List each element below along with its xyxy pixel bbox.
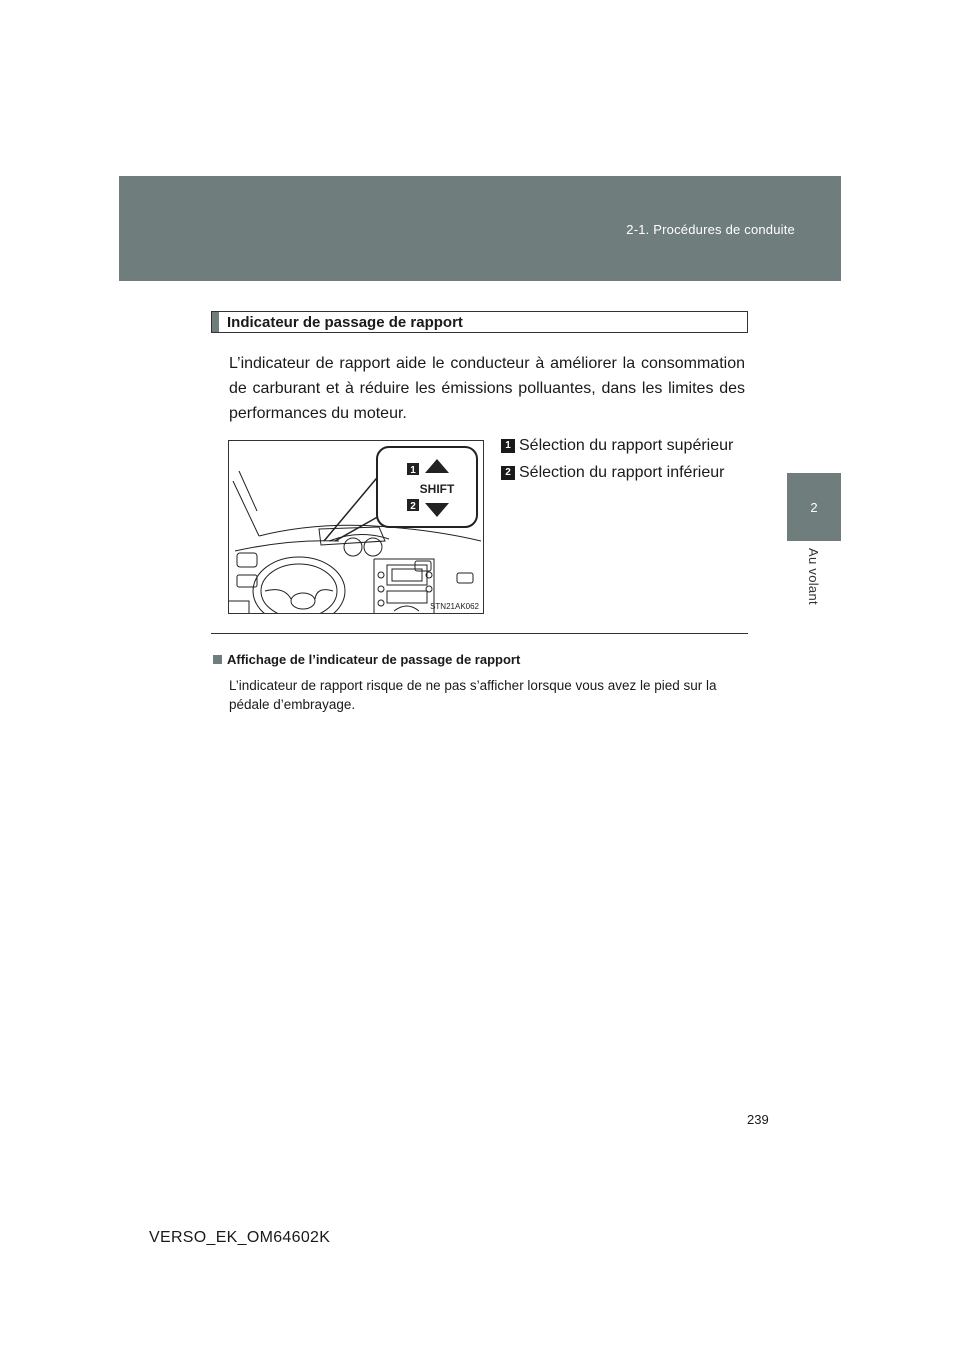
page-number: 239 xyxy=(747,1112,769,1127)
callout-upshift xyxy=(501,437,733,455)
shift-label: SHIFT xyxy=(419,482,455,496)
header-band xyxy=(119,176,841,281)
callout-number-1: 1 xyxy=(501,439,515,453)
note-text: L’indicateur de rapport risque de ne pas s’afficher lorsque vous avez le pied sur la pédale d’embrayage. xyxy=(229,678,717,712)
note-heading xyxy=(213,652,520,667)
chapter-tab-label: Au volant xyxy=(806,548,821,605)
dashboard-drawing xyxy=(229,441,484,614)
section-divider xyxy=(211,633,748,634)
section-heading xyxy=(211,311,748,333)
note-bullet-icon xyxy=(213,655,222,664)
section-heading-bar xyxy=(212,312,219,332)
dashboard-illustration xyxy=(228,440,484,614)
callout-label-2: Sélection du rapport inférieur xyxy=(519,464,725,481)
note-title: Affichage de l’indicateur de passage de rapport xyxy=(227,652,521,667)
callout-number-2: 2 xyxy=(501,466,515,480)
callout-downshift xyxy=(501,464,724,482)
body-paragraph: L’indicateur de rapport aide le conducteur à améliorer la consommation de carburant et à réduire les émissions polluantes, dans les limites des performances du moteur. xyxy=(229,355,745,422)
document-code: VERSO_EK_OM64602K xyxy=(149,1229,331,1246)
chapter-tab-number: 2 xyxy=(810,500,818,515)
callout-label-1: Sélection du rapport supérieur xyxy=(519,437,734,454)
section-title: Indicateur de passage de rapport xyxy=(227,314,463,331)
chapter-tab xyxy=(787,473,841,541)
header-section-title: 2-1. Procédures de conduite xyxy=(626,222,795,237)
marker-1-label: 1 xyxy=(410,465,416,476)
marker-2-label: 2 xyxy=(410,501,416,512)
figure-code: STN21AK062 xyxy=(430,602,479,611)
